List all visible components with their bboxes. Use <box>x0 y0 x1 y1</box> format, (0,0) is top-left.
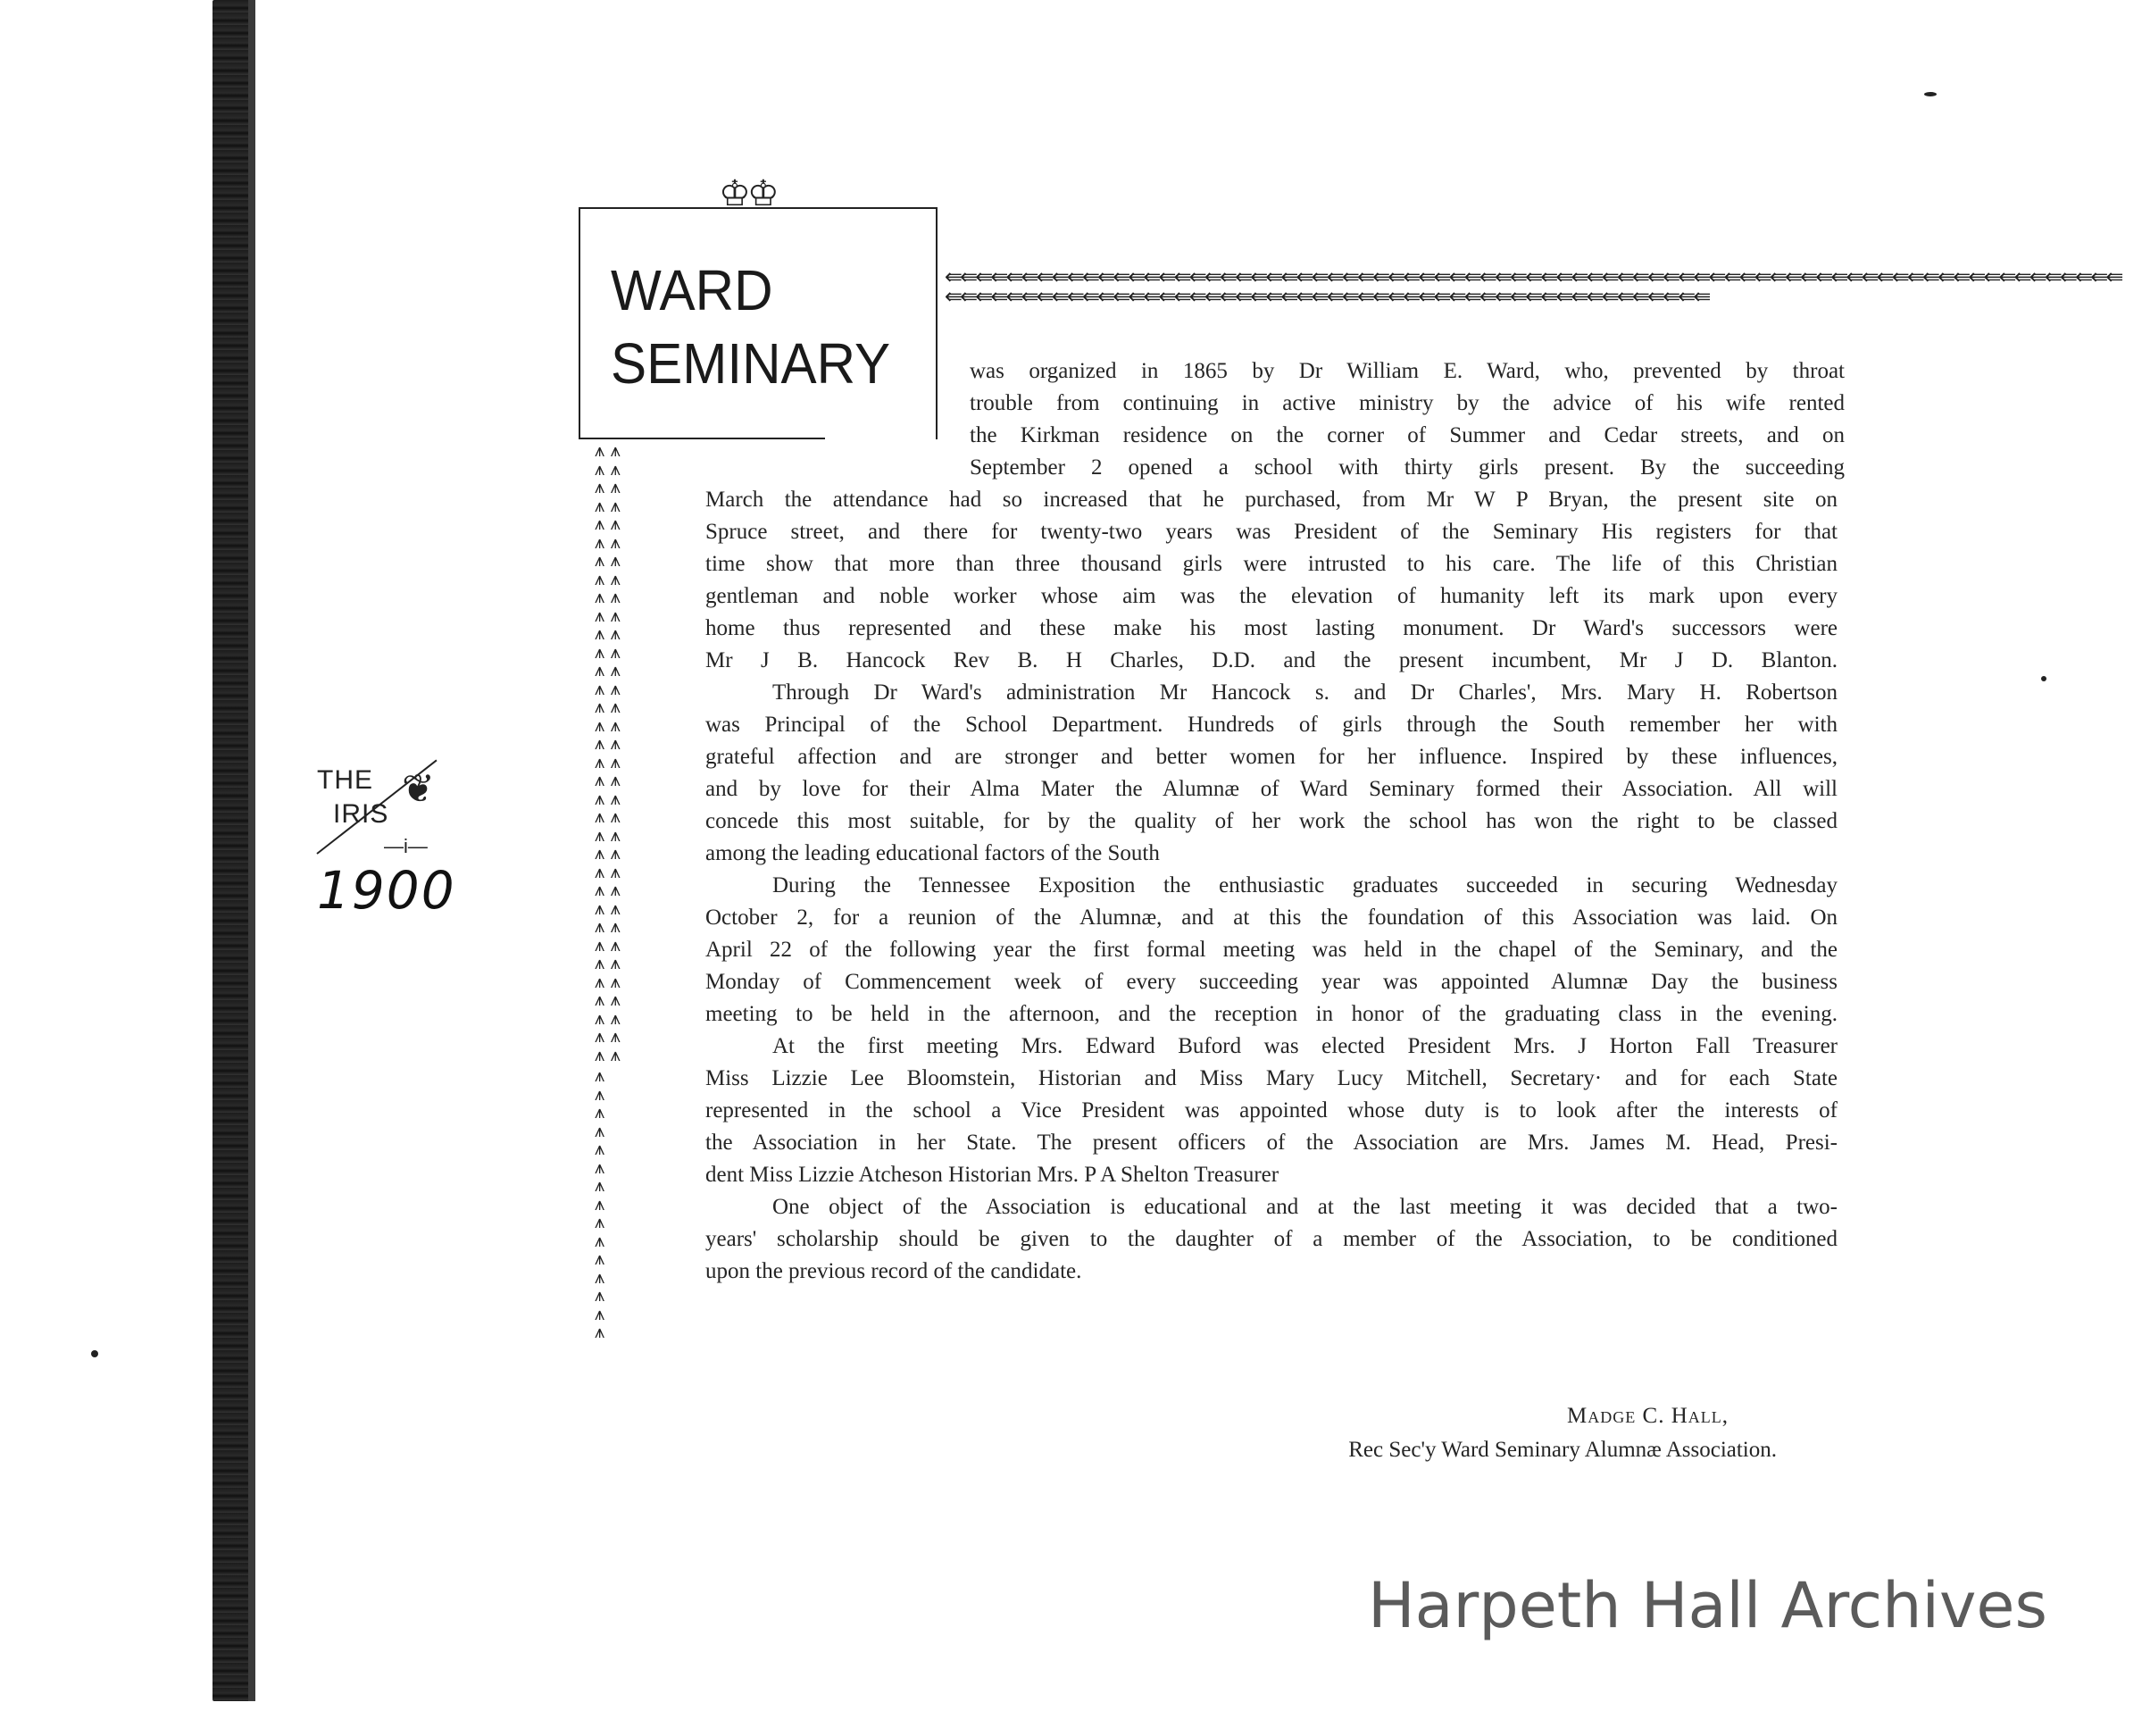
text-line: Spruce street, and there for twenty-two years was President of the Seminary His registers for that <box>705 520 1838 544</box>
arrow-ornament-row: ⇚⇚⇚⇚⇚⇚⇚⇚⇚⇚⇚⇚⇚⇚⇚⇚⇚⇚⇚⇚⇚⇚⇚⇚⇚⇚⇚⇚⇚⇚⇚⇚⇚⇚⇚⇚⇚⇚⇚⇚⇚⇚⇚⇚⇚⇚⇚⇚⇚⇚⇚⇚⇚⇚⇚⇚⇚⇚⇚⇚⇚⇚⇚⇚⇚⇚⇚⇚⇚⇚⇚⇚⇚⇚⇚⇚⇚ <box>945 264 2121 289</box>
speck <box>91 1350 98 1357</box>
text-line: was organized in 1865 by Dr William E. Ward, who, prevented by throat <box>970 359 1845 383</box>
text-line: April 22 of the following year the first formal meeting was held in the chapel of the Seminary, and the <box>705 938 1838 962</box>
text-line: October 2, for a reunion of the Alumnæ, and at this the foundation of this Association was laid. On <box>705 906 1838 930</box>
text-line: upon the previous record of the candidate. <box>705 1259 1082 1283</box>
text-line: September 2 opened a school with thirty girls present. By the succeeding <box>970 455 1845 480</box>
archive-watermark: Harpeth Hall Archives <box>1368 1569 2047 1642</box>
text-line: trouble from continuing in active ministry by the advice of his wife rented <box>970 391 1845 415</box>
text-line: concede this most suitable, for by the quality of her work the school has won the right to be classed <box>705 809 1838 833</box>
text-line: At the first meeting Mrs. Edward Buford was elected President Mrs. J Horton Fall Treasurer <box>772 1034 1838 1058</box>
title-line2: SEMINARY <box>611 331 891 396</box>
text-line: gentleman and noble worker whose aim was the elevation of humanity left its mark upon every <box>705 584 1838 608</box>
speck <box>2041 676 2046 681</box>
text-line: Monday of Commencement week of every succeeding year was appointed Alumnæ Day the business <box>705 970 1838 994</box>
signature-name: Madge C. Hall, <box>1567 1404 1729 1428</box>
text-line: meeting to be held in the afternoon, and the reception in honor of the graduating class in the evening. <box>705 1002 1838 1026</box>
text-line: dent Miss Lizzie Atcheson Historian Mrs. P A Shelton Treasurer <box>705 1163 1279 1187</box>
speck <box>1924 92 1937 96</box>
signature-block <box>1232 1399 1804 1467</box>
title-line1: WARD <box>611 258 773 322</box>
text-line: the Kirkman residence on the corner of Summer and Cedar streets, and on <box>970 423 1845 447</box>
iris-year: 1900 <box>317 860 456 921</box>
text-line: time show that more than three thousand girls were intrusted to his care. The life of this Christian <box>705 552 1838 576</box>
text-line: years' scholarship should be given to the daughter of a member of the Association, to be conditioned <box>705 1227 1838 1251</box>
iris-margin-note <box>317 764 469 921</box>
leaf-ornament-column: ⩚ ⩚ ⩚ ⩚ ⩚ ⩚ ⩚ ⩚ ⩚ ⩚ ⩚ ⩚ ⩚ ⩚ ⩚ <box>595 1064 605 1342</box>
iris-flower-icon: ❦ <box>402 767 436 811</box>
text-line: and by love for their Alma Mater the Alumnæ of Ward Seminary formed their Association. All will <box>705 777 1838 801</box>
text-line: represented in the school a Vice President was appointed whose duty is to look after the interests of <box>705 1098 1838 1123</box>
text-line: March the attendance had so increased that he purchased, from Mr W P Bryan, the present site on <box>705 488 1838 512</box>
text-line: grateful affection and are stronger and better women for her influence. Inspired by these influences, <box>705 745 1838 769</box>
iris-line1: THE <box>317 765 373 795</box>
text-line: Miss Lizzie Lee Bloomstein, Historian and Miss Mary Lucy Mitchell, Secretary· and for each State <box>705 1066 1838 1090</box>
text-line: was Principal of the School Department. Hundreds of girls through the South remember her with <box>705 713 1838 737</box>
article-intro <box>970 355 1845 484</box>
text-line: Through Dr Ward's administration Mr Hancock s. and Dr Charles', Mrs. Mary H. Robertson <box>772 680 1838 705</box>
crown-ornament-icon: ♔♔ <box>719 173 776 213</box>
page-title <box>611 254 890 400</box>
iris-line2: IRIS <box>333 799 389 829</box>
text-line: home thus represented and these make his most lasting monument. Dr Ward's successors were <box>705 616 1838 640</box>
iris-dash: —i— <box>384 835 428 857</box>
iris-logo <box>317 764 469 831</box>
title-box <box>579 207 938 439</box>
text-line: among the leading educational factors of the South <box>705 841 1160 865</box>
article-body <box>705 484 1838 1288</box>
arrow-ornament-row: ⇚⇚⇚⇚⇚⇚⇚⇚⇚⇚⇚⇚⇚⇚⇚⇚⇚⇚⇚⇚⇚⇚⇚⇚⇚⇚⇚⇚⇚⇚⇚⇚⇚⇚⇚⇚⇚⇚⇚⇚⇚⇚⇚⇚⇚⇚⇚⇚⇚⇚ <box>945 284 1709 309</box>
leaf-ornament-column: ⩚ ⩚ ⩚ ⩚ ⩚ ⩚ ⩚ ⩚ ⩚ ⩚ ⩚ ⩚ ⩚ ⩚ ⩚ ⩚ ⩚ ⩚ ⩚ ⩚ ⩚ ⩚ ⩚ ⩚ ⩚ ⩚ ⩚ ⩚ ⩚ ⩚ ⩚ ⩚ ⩚ ⩚ ⩚ ⩚ ⩚ ⩚ ⩚ ⩚ ⩚ ⩚ ⩚ ⩚ ⩚ ⩚ ⩚ ⩚ ⩚ ⩚ ⩚ ⩚ ⩚ ⩚ ⩚ ⩚ ⩚ ⩚ ⩚ ⩚ ⩚ ⩚ ⩚ ⩚ ⩚ ⩚ ⩚ ⩚ <box>595 439 621 1065</box>
text-line: One object of the Association is educational and at the last meeting it was decided that a two- <box>772 1195 1838 1219</box>
text-line: the Association in her State. The present officers of the Association are Mrs. James M. Head, Presi- <box>705 1131 1838 1155</box>
text-line: Mr J B. Hancock Rev B. H Charles, D.D. and the present incumbent, Mr J D. Blanton. <box>705 648 1838 672</box>
binding-edge <box>213 0 255 1701</box>
text-line: During the Tennessee Exposition the enthusiastic graduates succeeded in securing Wednesday <box>772 873 1838 897</box>
signature-title: Rec Sec'y Ward Seminary Alumnæ Association. <box>1348 1438 1777 1462</box>
